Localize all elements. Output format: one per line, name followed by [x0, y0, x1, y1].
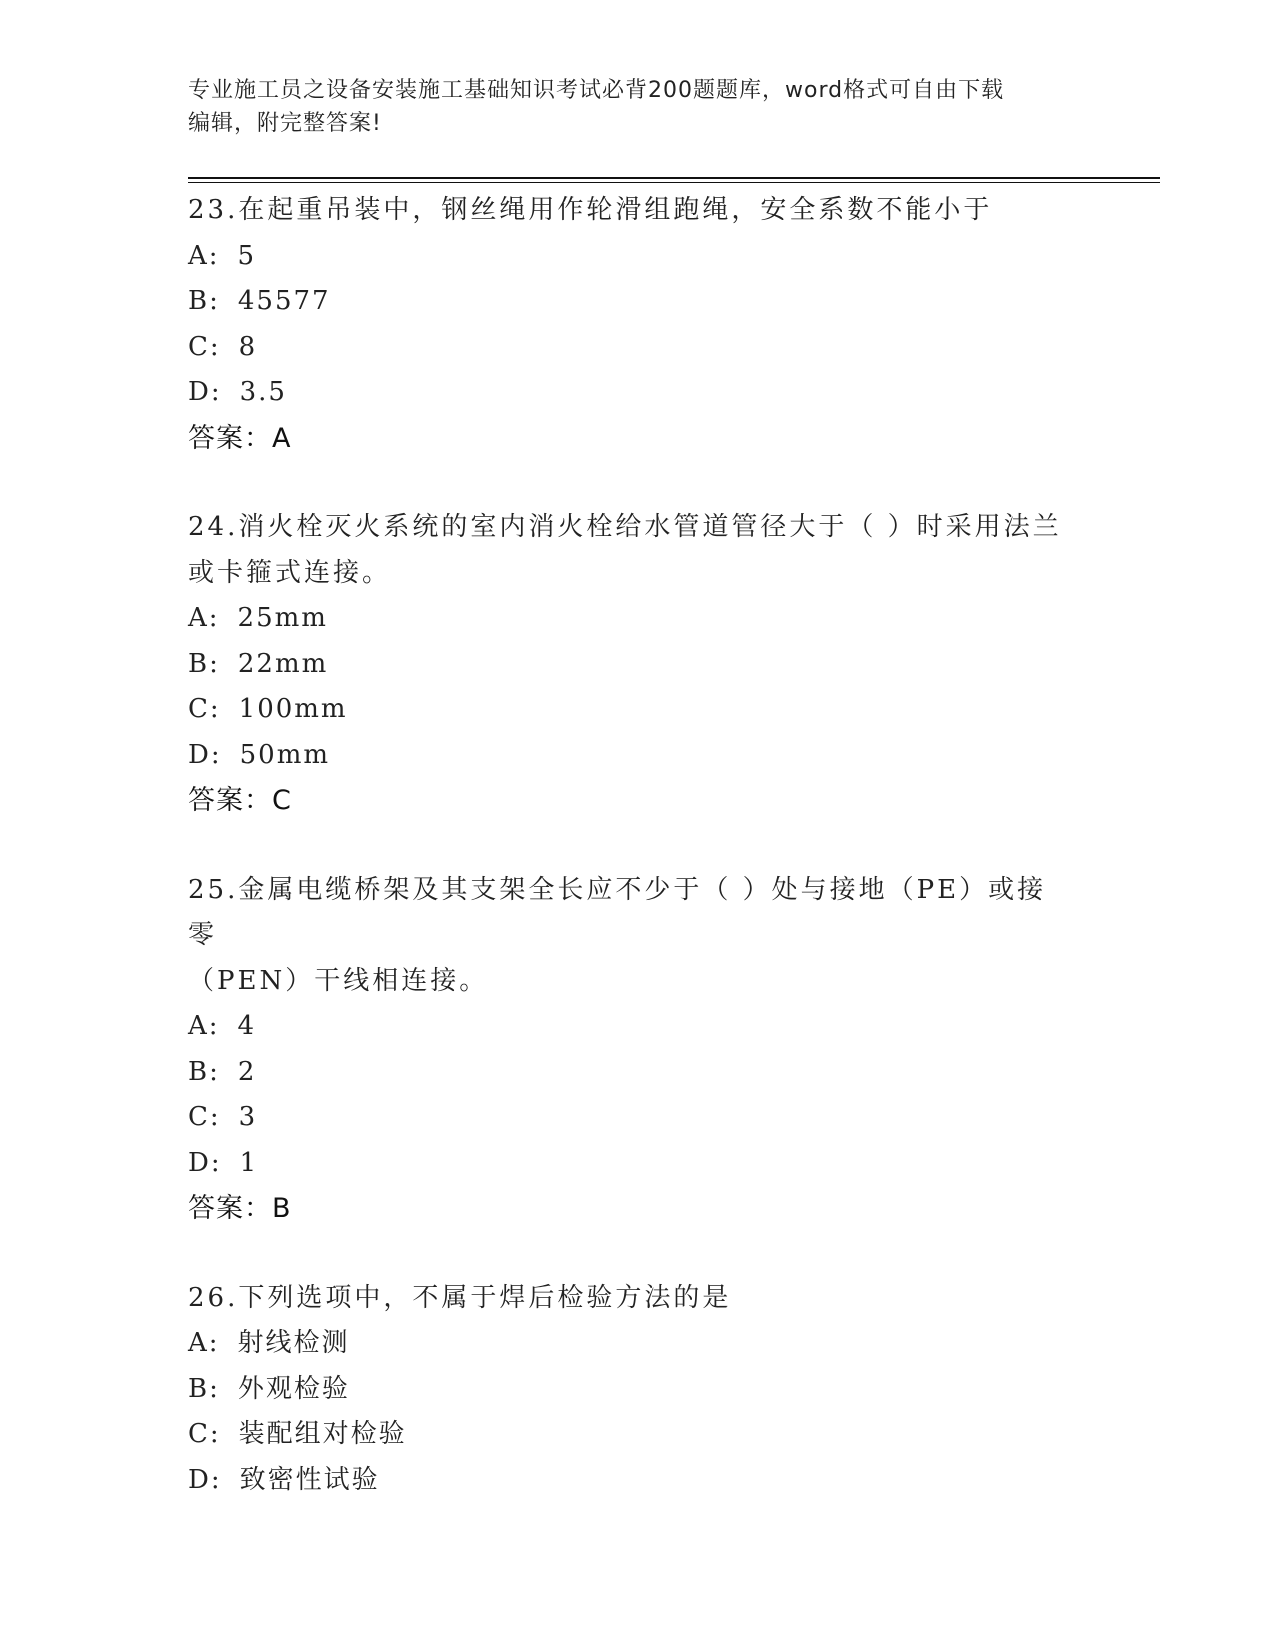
- option-text: 装配组对检验: [238, 1419, 407, 1449]
- question-stem: 26.下列选项中，不属于焊后检验方法的是: [188, 1282, 732, 1313]
- answer-line: 答案：B: [188, 1193, 292, 1224]
- option-letter: B:: [188, 286, 220, 316]
- option-text: 射线检测: [237, 1328, 350, 1358]
- question-stem-line-1: 24.消火栓灭火系统的室内消火栓给水管道管径大于（ ）时采用法兰: [188, 512, 1062, 542]
- option-c: [188, 1412, 1068, 1458]
- option-a: [188, 234, 1068, 280]
- header-divider-thick: [188, 177, 1160, 179]
- option-text: 45577: [237, 286, 331, 316]
- option-d: [188, 1458, 1068, 1504]
- option-text: 50mm: [239, 739, 331, 770]
- option-text: 3: [238, 1102, 258, 1132]
- option-b: [188, 642, 1068, 688]
- option-c: [188, 687, 1068, 733]
- option-text: 8: [238, 331, 258, 362]
- option-letter: C:: [188, 1102, 221, 1132]
- option-a: [188, 1321, 1068, 1367]
- option-text: 25mm: [237, 603, 328, 633]
- question-24: [188, 505, 1068, 824]
- question-stem-line-2: （PEN）干线相连接。: [188, 965, 489, 996]
- option-text: 4: [237, 1011, 257, 1041]
- option-b: [188, 1367, 1068, 1413]
- answer-line: 答案：C: [188, 785, 292, 816]
- option-a: [188, 1004, 1068, 1050]
- answer-line: 答案：A: [188, 422, 292, 454]
- option-letter: C:: [188, 1419, 221, 1449]
- question-23: [188, 188, 1068, 461]
- option-letter: A:: [188, 1328, 220, 1358]
- option-text: 1: [239, 1147, 259, 1178]
- option-c: [188, 325, 1068, 371]
- question-stem-line-2: 或卡箍式连接。: [188, 557, 392, 588]
- option-text: 5: [237, 240, 257, 271]
- question-stem: 23.在起重吊装中，钢丝绳用作轮滑组跑绳，安全系数不能小于: [188, 195, 993, 225]
- option-letter: B:: [188, 1056, 220, 1087]
- option-text: 外观检验: [237, 1373, 350, 1404]
- option-text: 2: [237, 1056, 257, 1087]
- option-c: [188, 1095, 1068, 1141]
- question-25: [188, 868, 1068, 1232]
- option-letter: D:: [188, 739, 222, 770]
- option-letter: D:: [188, 1147, 222, 1178]
- option-letter: A:: [188, 1011, 220, 1041]
- option-letter: B:: [188, 1373, 220, 1404]
- document-header: [188, 74, 1088, 140]
- option-d: [188, 370, 1068, 416]
- option-letter: C:: [188, 694, 221, 724]
- question-list: [188, 188, 1068, 1503]
- question-stem-line-1: 25.金属电缆桥架及其支架全长应不少于（ ）处与接地（PE）或接零: [188, 874, 1047, 950]
- option-b: [188, 279, 1068, 325]
- option-a: [188, 596, 1068, 642]
- option-d: [188, 733, 1068, 779]
- option-text: 100mm: [238, 694, 348, 724]
- option-d: [188, 1141, 1068, 1187]
- option-letter: C:: [188, 331, 221, 362]
- header-line-2: 编辑，附完整答案!: [188, 111, 382, 136]
- option-letter: A:: [188, 240, 220, 271]
- question-26: [188, 1276, 1068, 1504]
- option-letter: B:: [188, 648, 220, 679]
- option-text: 22mm: [237, 648, 329, 679]
- option-letter: D:: [188, 1464, 222, 1495]
- option-letter: D:: [188, 377, 222, 407]
- option-text: 致密性试验: [239, 1464, 380, 1495]
- header-divider-thin: [188, 182, 1160, 183]
- option-b: [188, 1050, 1068, 1096]
- option-text: 3.5: [239, 377, 287, 407]
- option-letter: A:: [188, 603, 220, 633]
- header-line-1: 专业施工员之设备安装施工基础知识考试必背200题题库，word格式可自由下载: [188, 78, 1005, 103]
